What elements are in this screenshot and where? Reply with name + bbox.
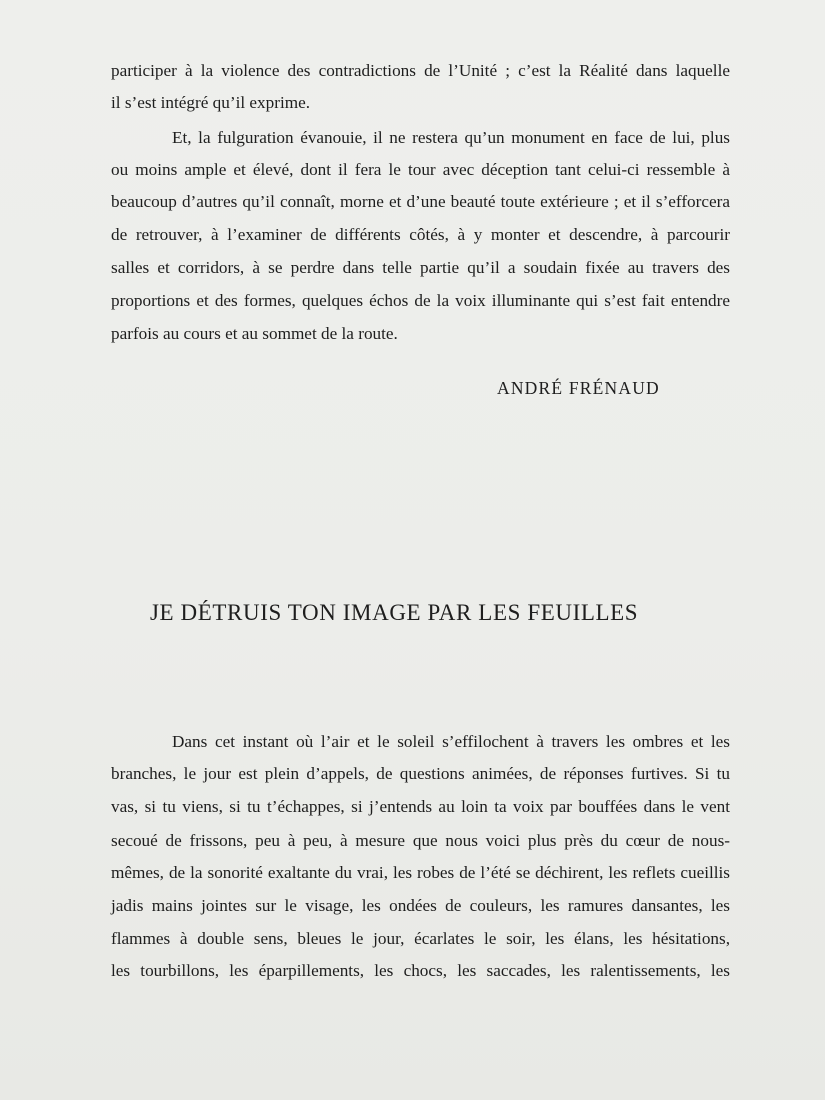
essay-line-2: il s’est intégré qu’il exprime. <box>111 93 311 112</box>
poem-line-1: Dans cet instant où l’air et le soleil s’effilochent à travers les ombres et les <box>172 732 730 751</box>
essay-line-8: proportions et des formes, quelques échos de la voix illuminante qui s’est fait entendre <box>111 291 730 310</box>
poem-line-3: vas, si tu viens, si tu t’échappes, si j’entends au loin ta voix par bouffées dans le vent <box>111 797 730 816</box>
essay-line-9: parfois au cours et au sommet de la route. <box>111 324 398 343</box>
essay-text-block <box>111 62 731 352</box>
essay-paragraph-start: Et, la fulguration évanouie, il ne restera qu’un monument en face de lui, plus <box>172 128 730 147</box>
poem-line-4: secoué de frissons, peu à peu, à mesure que nous voici plus près du cœur de nous- <box>111 831 730 850</box>
essay-line-1: participer à la violence des contradictions de l’Unité ; c’est la Réalité dans laquelle <box>111 61 730 80</box>
poem-line-2: branches, le jour est plein d’appels, de questions animées, de réponses furtives. Si tu <box>111 764 730 783</box>
poem-title: JE DÉTRUIS TON IMAGE PAR LES FEUILLES <box>150 600 639 625</box>
poem-text-block <box>111 733 731 983</box>
poem-line-6: jadis mains jointes sur le visage, les ondées de couleurs, les ramures dansantes, les <box>111 896 730 915</box>
poem-line-5: mêmes, de la sonorité exaltante du vrai, les robes de l’été se déchirent, les reflets cueillis <box>111 863 730 882</box>
poem-line-7: flammes à double sens, bleues le jour, écarlates le soir, les élans, les hésitations, <box>111 929 730 948</box>
author-signature: ANDRÉ FRÉNAUD <box>497 378 660 398</box>
poem-line-8: les tourbillons, les éparpillements, les chocs, les saccades, les ralentissements, les <box>111 961 730 980</box>
essay-line-7: salles et corridors, à se perdre dans telle partie qu’il a soudain fixée au travers des <box>111 258 730 277</box>
essay-line-5: beaucoup d’autres qu’il connaît, morne et d’une beauté toute extérieure ; et il s’efforcera <box>111 192 730 211</box>
essay-line-6: de retrouver, à l’examiner de différents côtés, à y monter et descendre, à parcourir <box>111 225 730 244</box>
essay-line-4: ou moins ample et élevé, dont il fera le tour avec déception tant celui-ci ressemble à <box>111 160 730 179</box>
